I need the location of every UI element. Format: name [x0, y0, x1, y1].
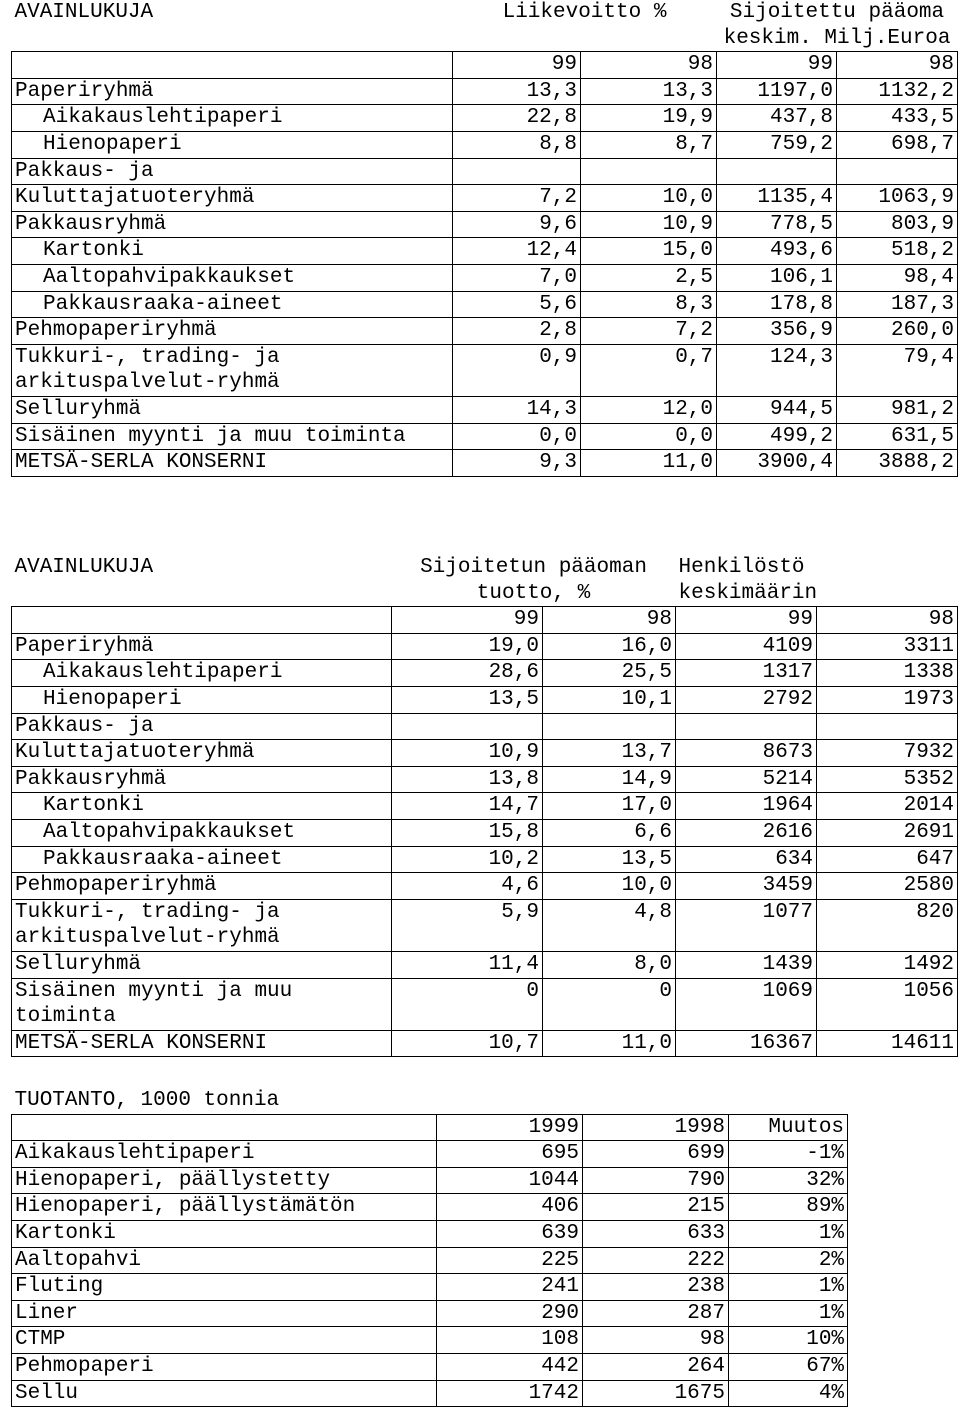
table-row [12, 291, 958, 318]
value-cell: 2,8 [453, 318, 581, 345]
value-cell [581, 158, 717, 185]
value-cell: 356,9 [717, 318, 837, 345]
value-cell: 3888,2 [837, 450, 958, 477]
year-cell: 98 [543, 607, 676, 634]
row-label: METSÄ-SERLA KONSERNI [12, 1030, 392, 1057]
value-cell: 9,3 [453, 450, 581, 477]
value-cell: 98 [583, 1327, 729, 1354]
table-row [12, 423, 958, 450]
value-cell: 7,2 [581, 318, 717, 345]
col-header-henkilosto: Henkilöstö keskimäärin [678, 556, 818, 605]
value-cell: 1492 [817, 951, 958, 978]
value-cell: 89% [729, 1194, 848, 1221]
value-cell: 10% [729, 1327, 848, 1354]
value-cell: 22,8 [453, 105, 581, 132]
value-cell: 1338 [817, 660, 958, 687]
value-cell: 1964 [676, 793, 817, 820]
value-cell: 13,7 [543, 740, 676, 767]
year-cell: 1998 [583, 1114, 729, 1141]
table-row [12, 185, 958, 212]
value-cell: 2580 [817, 873, 958, 900]
table-row [12, 899, 958, 951]
year-row-spacer [12, 1114, 437, 1141]
value-cell: 499,2 [717, 423, 837, 450]
value-cell: 8673 [676, 740, 817, 767]
year-row-spacer [12, 607, 392, 634]
value-cell: 11,4 [392, 951, 543, 978]
row-label: Hienopaperi [12, 131, 453, 158]
value-cell: 14,3 [453, 396, 581, 423]
table-row [12, 1247, 848, 1274]
value-cell [817, 713, 958, 740]
table-title-row [12, 1088, 848, 1114]
key-figures-table-1 [11, 0, 958, 477]
value-cell: 634 [676, 846, 817, 873]
row-label: METSÄ-SERLA KONSERNI [12, 450, 453, 477]
year-cell: 99 [717, 52, 837, 79]
value-cell: 1% [729, 1300, 848, 1327]
value-cell: 10,0 [543, 873, 676, 900]
year-cell: 98 [817, 607, 958, 634]
value-cell: 8,0 [543, 951, 676, 978]
table-row [12, 1353, 848, 1380]
table-row [12, 793, 958, 820]
value-cell: 13,5 [543, 846, 676, 873]
value-cell: 14,9 [543, 766, 676, 793]
value-cell: 4109 [676, 633, 817, 660]
row-label: Aaltopahvipakkaukset [12, 819, 392, 846]
table-row [12, 264, 958, 291]
table-header-row [12, 555, 958, 607]
col-header-liikevoitto: Liikevoitto % [502, 1, 667, 24]
year-row-spacer [12, 52, 453, 79]
value-cell: 10,1 [543, 686, 676, 713]
value-cell: 25,5 [543, 660, 676, 687]
col-header-tuotto: Sijoitetun pääoman tuotto, % [420, 556, 647, 605]
row-label: Pehmopaperiryhmä [12, 318, 453, 345]
value-cell: 17,0 [543, 793, 676, 820]
value-cell: 790 [583, 1167, 729, 1194]
value-cell [543, 713, 676, 740]
row-label: Kartonki [12, 1220, 437, 1247]
value-cell: 11,0 [581, 450, 717, 477]
table-row [12, 819, 958, 846]
value-cell: 406 [437, 1194, 583, 1221]
value-cell: 1044 [437, 1167, 583, 1194]
value-cell: 1063,9 [837, 185, 958, 212]
value-cell: 1675 [583, 1380, 729, 1407]
year-cell: 98 [581, 52, 717, 79]
value-cell: 639 [437, 1220, 583, 1247]
value-cell: 10,9 [581, 211, 717, 238]
value-cell: 19,0 [392, 633, 543, 660]
row-label: Sellu [12, 1380, 437, 1407]
row-label: Pakkausryhmä [12, 766, 392, 793]
table-row [12, 1167, 848, 1194]
value-cell: 4,6 [392, 873, 543, 900]
table-row [12, 873, 958, 900]
table-row [12, 1327, 848, 1354]
table-row [12, 740, 958, 767]
value-cell: 3311 [817, 633, 958, 660]
value-cell: 4,8 [543, 899, 676, 951]
table-row [12, 713, 958, 740]
value-cell: 1% [729, 1274, 848, 1301]
row-label: Sisäinen myynti ja muu toiminta [12, 978, 392, 1030]
value-cell [717, 158, 837, 185]
value-cell: 1056 [817, 978, 958, 1030]
value-cell: 2616 [676, 819, 817, 846]
value-cell: 0 [543, 978, 676, 1030]
row-label: Selluryhmä [12, 951, 392, 978]
value-cell: 1% [729, 1220, 848, 1247]
row-label: Pakkausraaka-aineet [12, 291, 453, 318]
table-row [12, 686, 958, 713]
value-cell: 437,8 [717, 105, 837, 132]
table-row [12, 78, 958, 105]
value-cell: 1742 [437, 1380, 583, 1407]
change-header: Muutos [729, 1114, 848, 1141]
value-cell: 820 [817, 899, 958, 951]
row-label: Pakkaus- ja [12, 158, 453, 185]
production-table-body [12, 1088, 848, 1407]
table-row [12, 633, 958, 660]
value-cell: 2792 [676, 686, 817, 713]
year-cell: 99 [676, 607, 817, 634]
value-cell: 13,5 [392, 686, 543, 713]
row-label: Aikakauslehtipaperi [12, 105, 453, 132]
value-cell: 10,2 [392, 846, 543, 873]
row-label: Kuluttajatuoteryhmä [12, 185, 453, 212]
value-cell: 19,9 [581, 105, 717, 132]
row-label: Fluting [12, 1274, 437, 1301]
row-label: Pehmopaperiryhmä [12, 873, 392, 900]
value-cell: 0,9 [453, 344, 581, 396]
value-cell: 290 [437, 1300, 583, 1327]
value-cell: 442 [437, 1353, 583, 1380]
value-cell: 633 [583, 1220, 729, 1247]
col-header-sijoitettu-paaoma: Sijoitettu pääoma keskim. Milj.Euroa [723, 1, 951, 50]
value-cell: 106,1 [717, 264, 837, 291]
value-cell: 7,0 [453, 264, 581, 291]
row-label: Tukkuri-, trading- ja arkituspalvelut-ryhmä [12, 899, 392, 951]
value-cell: 5,6 [453, 291, 581, 318]
value-cell: 803,9 [837, 211, 958, 238]
key-figures-table-2 [11, 555, 958, 1057]
value-cell: 3459 [676, 873, 817, 900]
value-cell: 7932 [817, 740, 958, 767]
year-cell: 1999 [437, 1114, 583, 1141]
value-cell: 1135,4 [717, 185, 837, 212]
value-cell: 15,8 [392, 819, 543, 846]
value-cell: 187,3 [837, 291, 958, 318]
value-cell: 698,7 [837, 131, 958, 158]
table-row [12, 951, 958, 978]
row-label: Kartonki [12, 793, 392, 820]
value-cell: 433,5 [837, 105, 958, 132]
value-cell: 10,9 [392, 740, 543, 767]
table-title: AVAINLUKUJA [14, 556, 154, 579]
value-cell: 2691 [817, 819, 958, 846]
table-row [12, 1141, 848, 1168]
value-cell: 631,5 [837, 423, 958, 450]
value-cell: 13,3 [581, 78, 717, 105]
year-row [12, 52, 958, 79]
value-cell: 16367 [676, 1030, 817, 1057]
table-row [12, 766, 958, 793]
value-cell [392, 713, 543, 740]
year-cell: 99 [453, 52, 581, 79]
value-cell: 13,3 [453, 78, 581, 105]
row-label: Paperiryhmä [12, 633, 392, 660]
table-header-row [12, 0, 958, 52]
row-label: Pakkaus- ja [12, 713, 392, 740]
table-row [12, 158, 958, 185]
row-label: Hienopaperi, päällystetty [12, 1167, 437, 1194]
row-label: Aaltopahvipakkaukset [12, 264, 453, 291]
value-cell: 16,0 [543, 633, 676, 660]
table-row [12, 450, 958, 477]
row-label: Paperiryhmä [12, 78, 453, 105]
value-cell: 1439 [676, 951, 817, 978]
value-cell: 215 [583, 1194, 729, 1221]
row-label: Aaltopahvi [12, 1247, 437, 1274]
value-cell: 32% [729, 1167, 848, 1194]
value-cell: 3900,4 [717, 450, 837, 477]
value-cell: 759,2 [717, 131, 837, 158]
row-label: Pehmopaperi [12, 1353, 437, 1380]
value-cell: 647 [817, 846, 958, 873]
table-row [12, 344, 958, 396]
value-cell: 14611 [817, 1030, 958, 1057]
value-cell: 2% [729, 1247, 848, 1274]
production-table [11, 1088, 848, 1407]
value-cell: 124,3 [717, 344, 837, 396]
value-cell: 981,2 [837, 396, 958, 423]
value-cell: 15,0 [581, 238, 717, 265]
row-label: Aikakauslehtipaperi [12, 1141, 437, 1168]
key-figures-table-1-body [12, 0, 958, 476]
table-row [12, 846, 958, 873]
value-cell: 0 [392, 978, 543, 1030]
value-cell: 5,9 [392, 899, 543, 951]
value-cell: 108 [437, 1327, 583, 1354]
table-row [12, 1274, 848, 1301]
row-label: Pakkausraaka-aineet [12, 846, 392, 873]
value-cell: 12,4 [453, 238, 581, 265]
year-cell: 98 [837, 52, 958, 79]
value-cell: 695 [437, 1141, 583, 1168]
value-cell: 241 [437, 1274, 583, 1301]
value-cell: 13,8 [392, 766, 543, 793]
value-cell: 2014 [817, 793, 958, 820]
value-cell: 0,0 [581, 423, 717, 450]
value-cell: -1% [729, 1141, 848, 1168]
value-cell: 10,0 [581, 185, 717, 212]
value-cell: 1197,0 [717, 78, 837, 105]
value-cell: 4% [729, 1380, 848, 1407]
value-cell: 10,7 [392, 1030, 543, 1057]
value-cell: 0,0 [453, 423, 581, 450]
table-row [12, 1030, 958, 1057]
value-cell: 222 [583, 1247, 729, 1274]
table-row [12, 211, 958, 238]
value-cell: 778,5 [717, 211, 837, 238]
value-cell: 699 [583, 1141, 729, 1168]
row-label: Sisäinen myynti ja muu toiminta [12, 423, 453, 450]
value-cell: 1132,2 [837, 78, 958, 105]
value-cell: 28,6 [392, 660, 543, 687]
value-cell: 8,3 [581, 291, 717, 318]
value-cell: 7,2 [453, 185, 581, 212]
value-cell: 8,8 [453, 131, 581, 158]
value-cell: 11,0 [543, 1030, 676, 1057]
value-cell: 260,0 [837, 318, 958, 345]
value-cell [837, 158, 958, 185]
value-cell: 1317 [676, 660, 817, 687]
row-label: Kuluttajatuoteryhmä [12, 740, 392, 767]
table-row [12, 105, 958, 132]
value-cell [676, 713, 817, 740]
row-label: Hienopaperi, päällystämätön [12, 1194, 437, 1221]
value-cell: 518,2 [837, 238, 958, 265]
table-row [12, 1300, 848, 1327]
value-cell: 1069 [676, 978, 817, 1030]
row-label: Kartonki [12, 238, 453, 265]
value-cell: 178,8 [717, 291, 837, 318]
value-cell: 98,4 [837, 264, 958, 291]
year-row [12, 1114, 848, 1141]
table-row [12, 238, 958, 265]
table-row [12, 318, 958, 345]
value-cell: 12,0 [581, 396, 717, 423]
value-cell: 14,7 [392, 793, 543, 820]
table-row [12, 1380, 848, 1407]
key-figures-table-2-body [12, 555, 958, 1057]
table-row [12, 1220, 848, 1247]
table-row [12, 1194, 848, 1221]
value-cell: 225 [437, 1247, 583, 1274]
row-label: Hienopaperi [12, 686, 392, 713]
value-cell: 6,6 [543, 819, 676, 846]
table-row [12, 131, 958, 158]
row-label: Tukkuri-, trading- ja arkituspalvelut-ryhmä [12, 344, 453, 396]
value-cell: 1077 [676, 899, 817, 951]
table-title: TUOTANTO, 1000 tonnia [14, 1089, 280, 1112]
value-cell: 264 [583, 1353, 729, 1380]
value-cell: 287 [583, 1300, 729, 1327]
row-label: Selluryhmä [12, 396, 453, 423]
value-cell: 9,6 [453, 211, 581, 238]
value-cell: 1973 [817, 686, 958, 713]
row-label: Pakkausryhmä [12, 211, 453, 238]
row-label: Liner [12, 1300, 437, 1327]
value-cell: 5214 [676, 766, 817, 793]
table-title: AVAINLUKUJA [14, 1, 154, 24]
value-cell: 493,6 [717, 238, 837, 265]
value-cell: 5352 [817, 766, 958, 793]
year-row [12, 607, 958, 634]
value-cell: 238 [583, 1274, 729, 1301]
value-cell [453, 158, 581, 185]
value-cell: 2,5 [581, 264, 717, 291]
table-row [12, 978, 958, 1030]
table-row [12, 660, 958, 687]
row-label: Aikakauslehtipaperi [12, 660, 392, 687]
table-row [12, 396, 958, 423]
value-cell: 8,7 [581, 131, 717, 158]
value-cell: 0,7 [581, 344, 717, 396]
value-cell: 67% [729, 1353, 848, 1380]
year-cell: 99 [392, 607, 543, 634]
row-label: CTMP [12, 1327, 437, 1354]
value-cell: 79,4 [837, 344, 958, 396]
value-cell: 944,5 [717, 396, 837, 423]
